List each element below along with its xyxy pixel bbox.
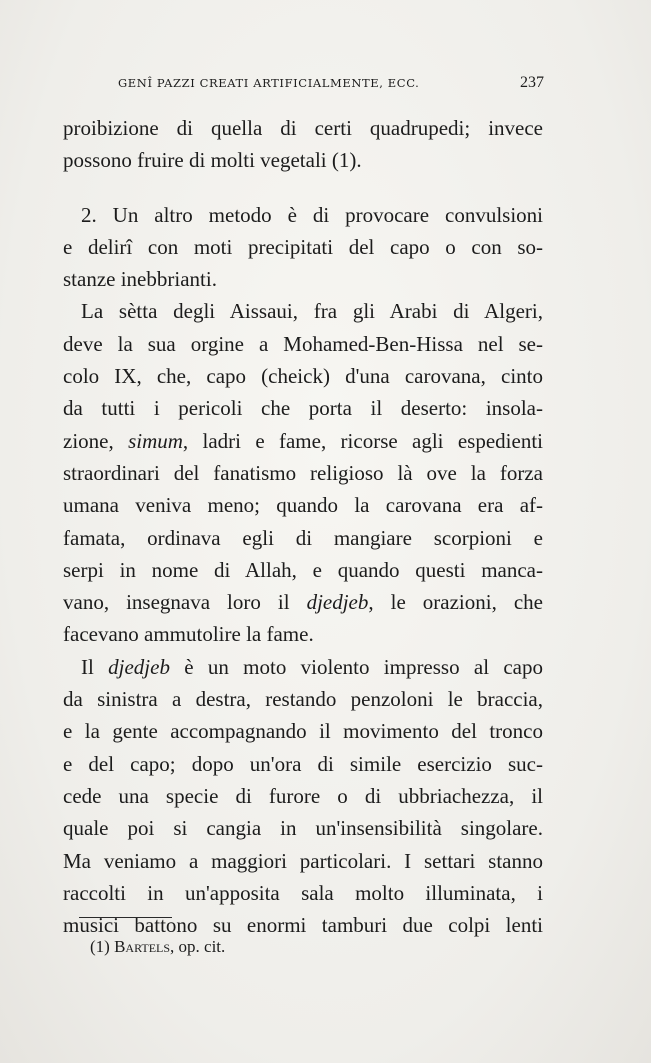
- page-number: 237: [520, 74, 544, 91]
- text-line: quale poi si cangia in un'insensibilità singolare.: [63, 816, 543, 841]
- text-line: famata, ordinava egli di mangiare scorpioni e: [63, 525, 543, 550]
- text-line: stanze inebbrianti.: [63, 267, 217, 292]
- text-line: da tutti i pericoli che porta il deserto: insola-: [63, 396, 543, 421]
- footnote-citation: , op. cit.: [170, 937, 226, 956]
- text-line: cede una specie di furore o di ubbriachezza, il: [63, 783, 543, 808]
- paragraph-start-line: La sètta degli Aissaui, fra gli Arabi di Algeri,: [81, 299, 543, 324]
- text-line: umana veniva meno; quando la carovana era af-: [63, 493, 543, 518]
- footnote-marker: (1): [90, 937, 110, 956]
- text-line: musici battono su enormi tamburi due colpi lenti: [63, 913, 543, 938]
- text-line: vano, insegnava loro il djedjeb, le orazioni, che: [63, 590, 543, 615]
- text-line: e la gente accompagnando il movimento del tronco: [63, 719, 543, 744]
- italic-term: simum: [128, 428, 183, 453]
- text-line: straordinari del fanatismo religioso là ove la forza: [63, 460, 543, 485]
- footnote-rule: [79, 917, 172, 918]
- roman-numeral: IX: [114, 364, 137, 389]
- text-line: facevano ammutolire la fame.: [63, 622, 314, 647]
- text-line: zione, simum, ladri e fame, ricorse agli espedienti: [63, 428, 543, 453]
- italic-term: djedjeb: [108, 654, 170, 679]
- body-text: [63, 112, 543, 941]
- text-line: colo IX, che, capo (cheick) d'una carovana, cinto: [63, 364, 543, 389]
- text-line: proibizione di quella di certi quadrupedi; invece: [63, 116, 543, 140]
- paragraph-start-line: Il djedjeb è un moto violento impresso al capo: [81, 654, 543, 679]
- text-line: e delirî con moti precipitati del capo o con so-: [63, 234, 543, 259]
- text-line: Ma veniamo a maggiori particolari. I settari stanno: [63, 848, 543, 873]
- footnote-author: Bartels: [114, 937, 171, 956]
- footnote: [90, 937, 225, 957]
- text-line: e del capo; dopo un'ora di simile esercizio suc-: [63, 751, 543, 776]
- italic-term: djedjeb: [306, 590, 369, 615]
- text-line: raccolti in un'apposita sala molto illuminata, i: [63, 880, 543, 905]
- text-line: possono fruire di molti vegetali (1).: [63, 148, 362, 173]
- text-line: serpi in nome di Allah, e quando questi manca-: [63, 557, 543, 582]
- paragraph-start-line: 2. Un altro metodo è di provocare convulsioni: [81, 202, 543, 227]
- running-title: GENÎ PAZZI CREATI ARTIFICIALMENTE, ECC.: [118, 76, 420, 90]
- running-head: [118, 74, 544, 94]
- text-line: da sinistra a destra, restando penzoloni le braccia,: [63, 687, 543, 712]
- text-line: deve la sua orgine a Mohamed-Ben-Hissa nel se-: [63, 331, 543, 356]
